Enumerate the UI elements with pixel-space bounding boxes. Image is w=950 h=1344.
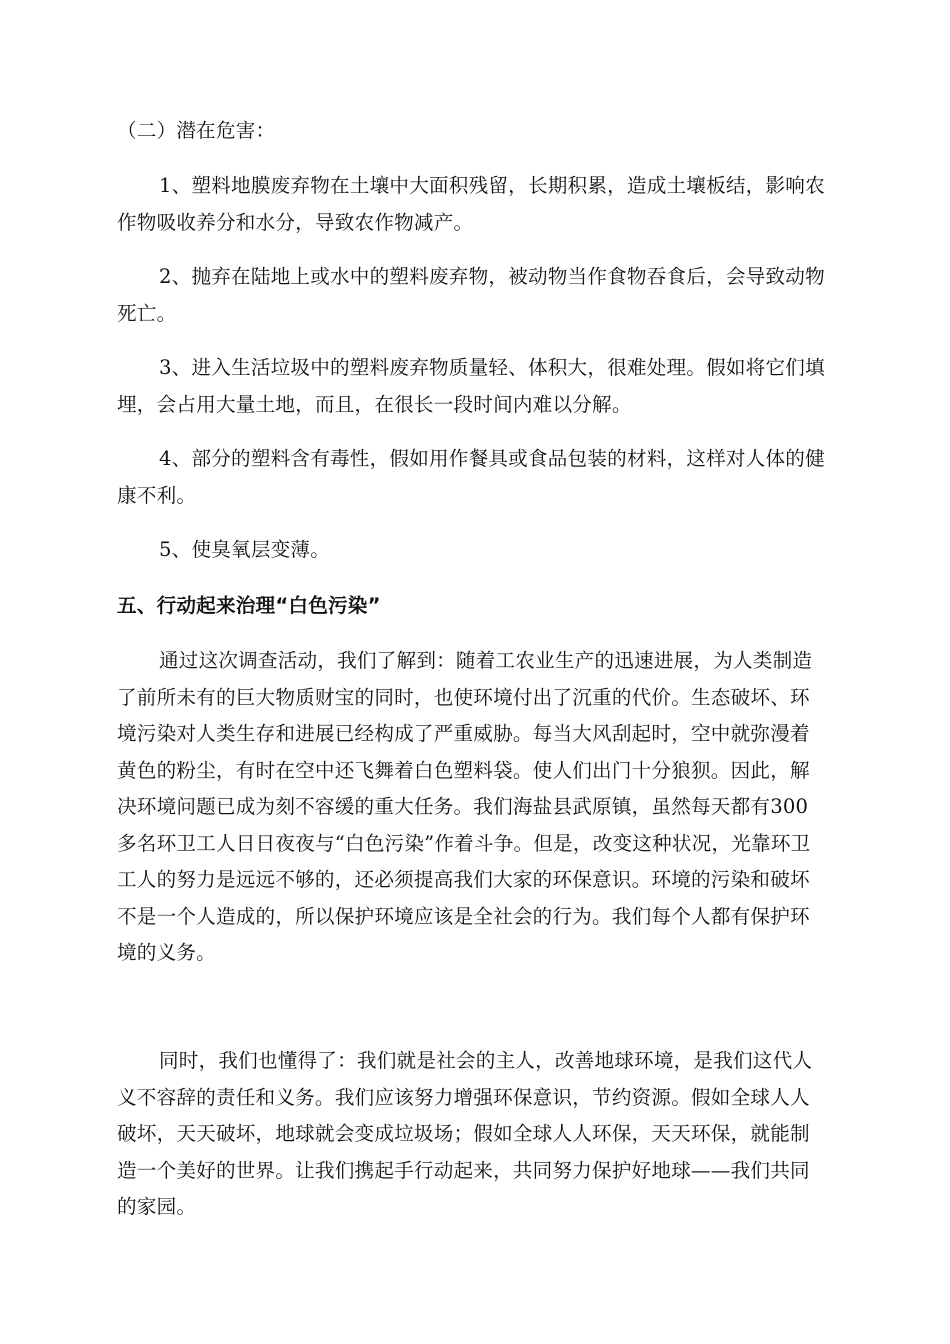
section-heading-action: 五、行动起来治理“白色污染” <box>117 594 381 617</box>
hazard-item-1: 1、塑料地膜废弃物在土壤中大面积残留，长期积累，造成土壤板结，影响农作物吸收养分和水分，导致农作物减产。 <box>117 174 825 234</box>
action-paragraph-2: 同时，我们也懂得了：我们就是社会的主人，改善地球环境，是我们这代人义不容辞的责任和义务。我们应该努力增强环保意识，节约资源。假如全球人人破坏，天天破坏，地球就会变成垃圾场；假如全球人人环保，天天环保，就能制造一个美好的世界。让我们携起手行动起来，共同努力保护好地球——我们共同的家园。 <box>117 1049 813 1218</box>
hazard-item-3: 3、进入生活垃圾中的塑料废弃物质量轻、体积大，很难处理。假如将它们填埋，会占用大量土地，而且，在很长一段时间内难以分解。 <box>117 356 825 416</box>
hazard-item-2: 2、抛弃在陆地上或水中的塑料废弃物，被动物当作食物吞食后，会导致动物死亡。 <box>117 265 825 325</box>
hazard-item-4: 4、部分的塑料含有毒性，假如用作餐具或食品包装的材料，这样对人体的健康不利。 <box>117 447 825 507</box>
subsection-heading-hazards: （二）潜在危害： <box>117 119 276 142</box>
action-paragraph-1: 通过这次调查活动，我们了解到：随着工农业生产的迅速进展，为人类制造了前所未有的巨大物质财宝的同时，也使环境付出了沉重的代价。生态破坏、环境污染对人类生存和进展已经构成了严重威胁。每当大风刮起时，空中就弥漫着黄色的粉尘，有时在空中还飞舞着白色塑料袋。使人们出门十分狼狈。因此，解决环境问题已成为刻不容缓的重大任务。我们海盐县武原镇，虽然每天都有300多名环卫工人日日夜夜与“白色污染”作着斗争。但是，改变这种状况，光靠环卫工人的努力是远远不够的，还必须提高我们大家的环保意识。环境的污染和破坏不是一个人造成的，所以保护环境应该是全社会的行为。我们每个人都有保护环境的义务。 <box>117 649 813 964</box>
hazard-item-5: 5、使臭氧层变薄。 <box>159 538 331 561</box>
